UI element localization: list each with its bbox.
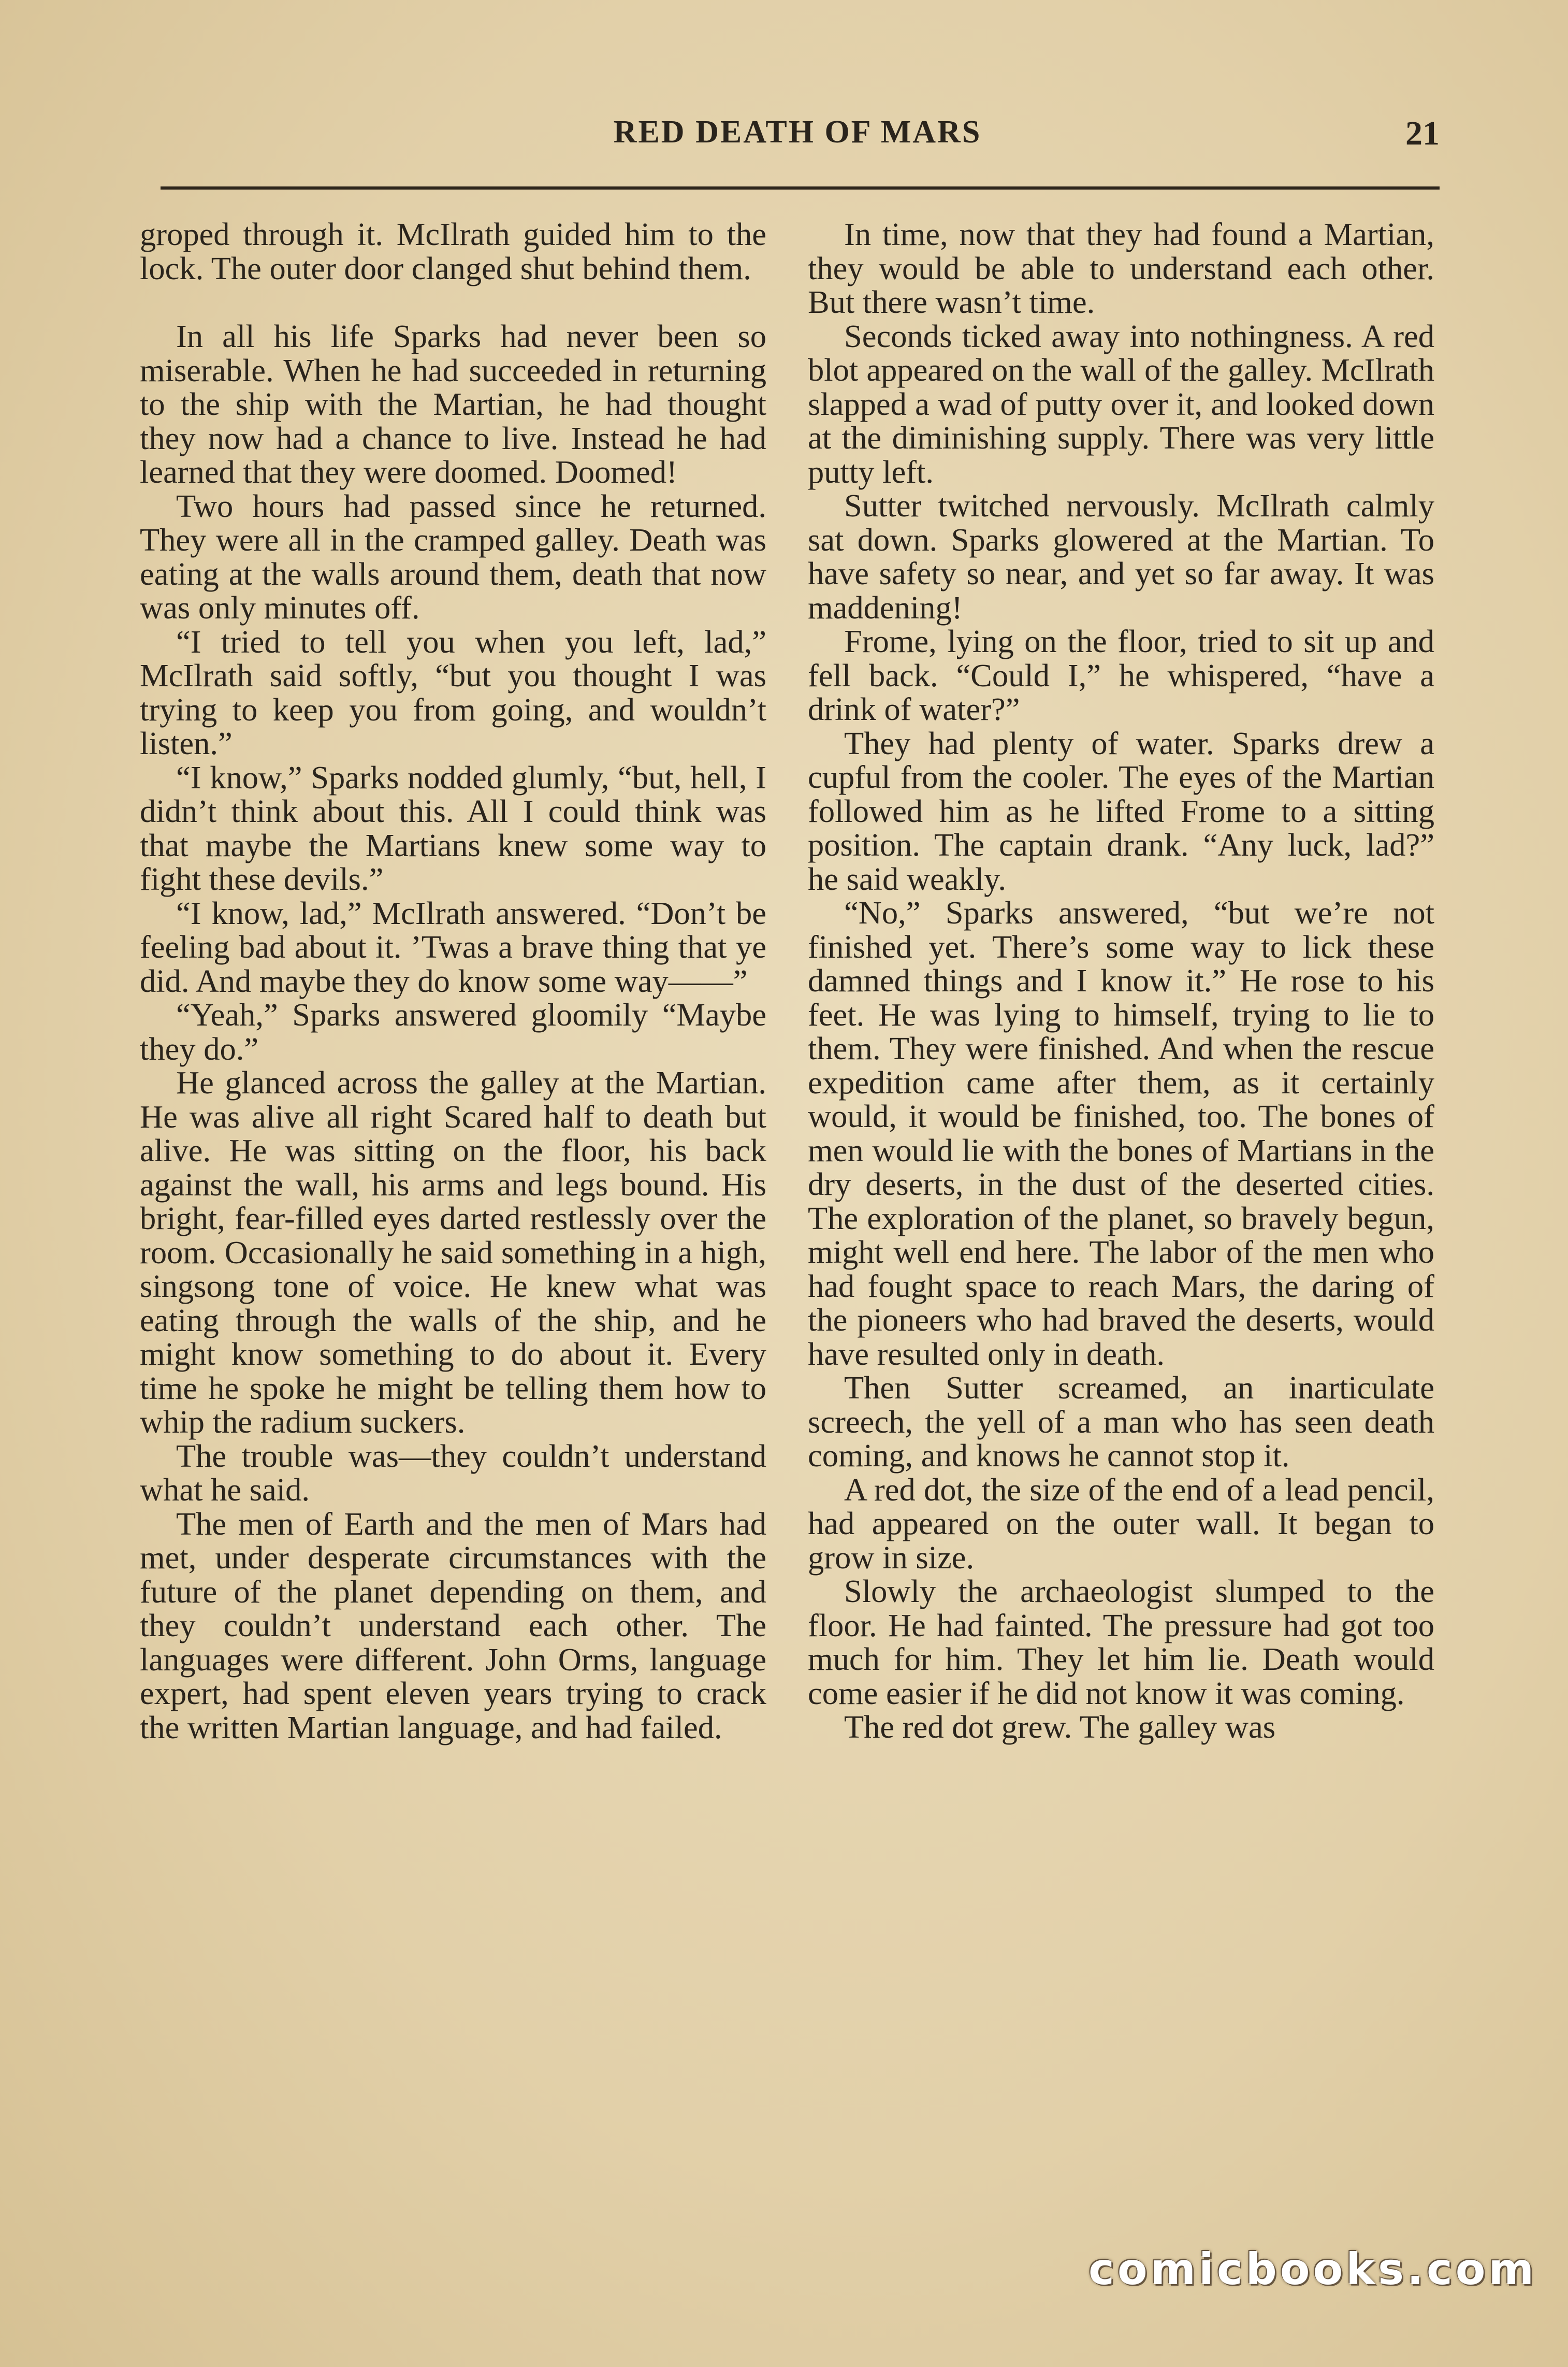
paragraph: The red dot grew. The galley was [844,1709,1276,1745]
paragraph: “Yeah,” Sparks answered gloomily “Maybe they do.” [140,997,766,1067]
paragraph: Frome, lying on the floor, tried to sit up and fell back. “Could I,” he whispered, “have a drink of water?” [808,623,1434,727]
paragraph: They had plenty of water. Sparks drew a cupful from the cooler. The eyes of the Martian followed him as he lifted Frome to a sitting position. The captain drank. “Any luck, lad?” he said weakly. [808,725,1434,897]
paragraph: groped through it. McIlrath guided him to the lock. The outer door clanged shut behind them. [140,218,766,286]
paragraph: Then Sutter screamed, an inarticulate screech, the yell of a man who has seen death coming, and knows he cannot stop it. [808,1369,1434,1474]
page-header [155,104,1440,166]
right-column [808,218,1434,2165]
paragraph: “I tried to tell you when you left, lad,” McIlrath said softly, “but you thought I was trying to keep you from going, and wouldn’t listen.” [140,623,766,761]
paragraph: Sutter twitched nervously. McIlrath calmly sat down. Sparks glowered at the Martian. To have safety so near, and yet so far away. It was maddening! [808,487,1434,626]
paragraph: In time, now that they had found a Martian, they would be able to understand each other. But there wasn’t time. [808,218,1434,320]
paragraph: A red dot, the size of the end of a lead pencil, had appeared on the outer wall. It began to grow in size. [808,1471,1434,1576]
paragraph: “I know,” Sparks nodded glumly, “but, hell, I didn’t think about this. All I could think was that maybe the Martians knew some way to fight these devils.” [140,759,766,897]
paragraph: “I know, lad,” McIlrath answered. “Don’t be feeling bad about it. ’Twas a brave thing that ye did. And maybe they do know some way——” [140,894,766,999]
left-column [140,218,766,2165]
site-watermark: comicbooks.com [1088,2244,1537,2294]
paragraph: The men of Earth and the men of Mars had met, under desperate circumstances with the future of the planet depending on them, and they couldn’t understand each other. The languages were different. John Orms, language expert, had spent eleven years trying to crack the written Martian language, and had failed. [140,1505,766,1745]
page-number: 21 [1405,114,1440,152]
paragraph: The trouble was—they couldn’t understand what he said. [140,1437,766,1508]
paragraph: Slowly the archaeologist slumped to the floor. He had fainted. The pressure had got too much for him. They let him lie. Death would come easier if he did not know it was coming. [808,1573,1434,1711]
paragraph: “No,” Sparks answered, “but we’re not finished yet. There’s some way to lick these damned things and I know it.” He rose to his feet. He was lying to himself, trying to lie to them. They were finished. And when the rescue expedition came after them, as it certainly would, it would be finished, too. The bones of men would lie with the bones of Martians in the dry deserts, in the dust of the deserted cities. The exploration of the planet, so bravely begun, might well end here. The labor of the men who had fought space to reach Mars, the daring of the pioneers who had braved the deserts, would have resulted only in death. [808,894,1434,1372]
paragraph: He glanced across the galley at the Martian. He was alive all right Scared half to death but alive. He was sitting on the floor, his back against the wall, his arms and legs bound. His bright, fear-filled eyes darted restlessly over the room. Occasionally he said something in a high, singsong tone of voice. He knew what was eating through the walls of the ship, and he might know something to do about it. Every time he spoke he might be telling them how to whip the radium suckers. [140,1064,766,1440]
header-rule [161,186,1440,190]
running-title: RED DEATH OF MARS [613,114,982,150]
paragraph: In all his life Sparks had never been so miserable. When he had succeeded in returning to the ship with the Martian, he had thought they now had a chance to live. Instead he had learned that they were doomed. Doomed! [140,318,766,490]
paragraph: Two hours had passed since he returned. They were all in the cramped galley. Death was eating at the walls around them, death that now was only minutes off. [140,487,766,626]
paragraph: Seconds ticked away into nothingness. A red blot appeared on the wall of the galley. McIlrath slapped a wad of putty over it, and looked down at the diminishing supply. There was very little putty left. [808,317,1434,490]
